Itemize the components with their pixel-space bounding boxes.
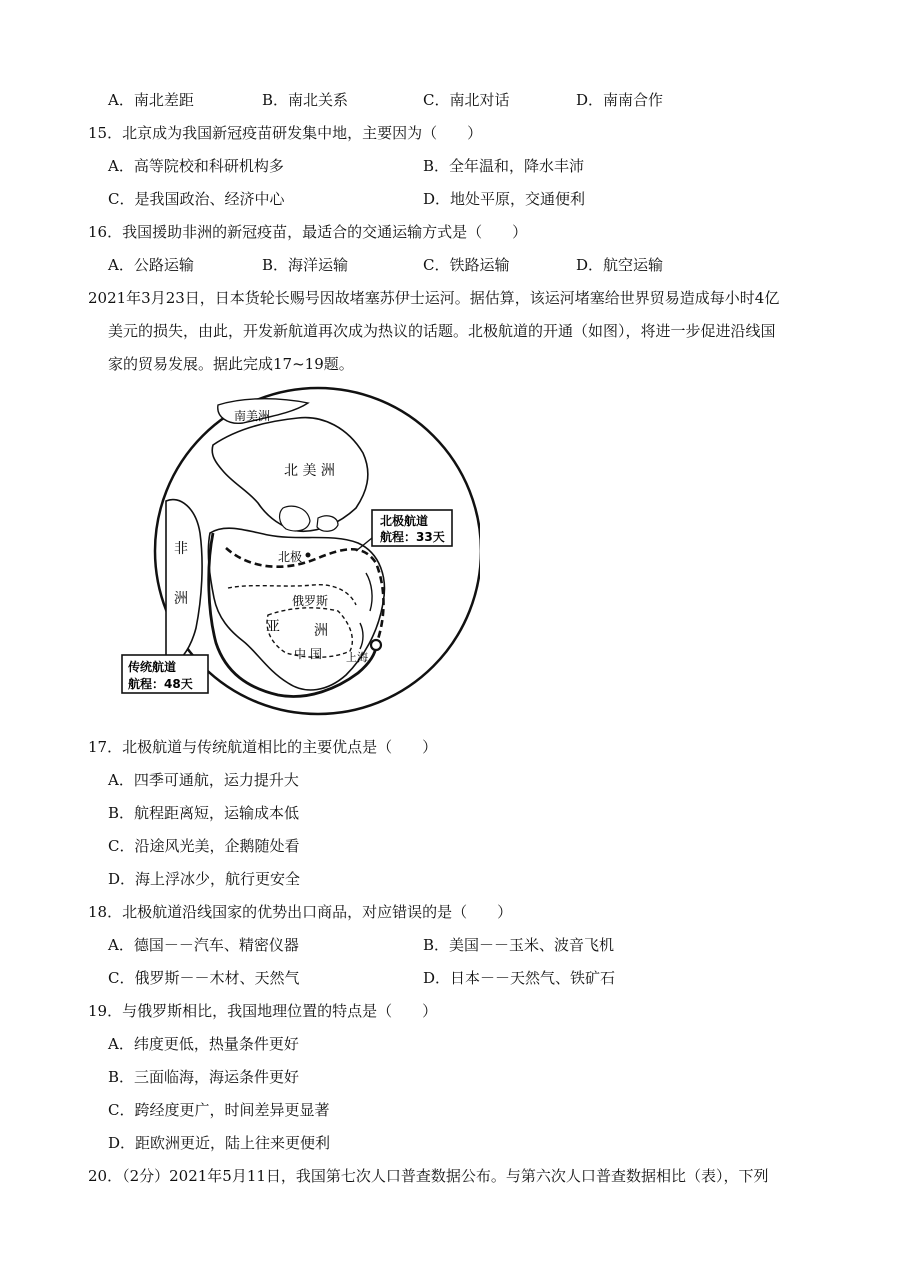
q17-option-d: D．海上浮冰少，航行更安全 xyxy=(108,870,301,888)
label-south-america: 南美洲 xyxy=(234,409,271,423)
label-shanghai: 上海 xyxy=(346,651,368,664)
q18-option-d: D．日本－－天然气、铁矿石 xyxy=(423,969,616,987)
q18-option-c: C．俄罗斯－－木材、天然气 xyxy=(108,969,300,987)
label-asia-2: 洲 xyxy=(314,623,328,639)
q18-option-b: B．美国－－玉米、波音飞机 xyxy=(423,936,615,954)
passage-line-2: 美元的损失，由此，开发新航道再次成为热议的话题。北极航道的开通（如图），将进一步促进沿线国 xyxy=(108,322,776,340)
label-arctic-route-1: 北极航道 xyxy=(380,514,429,528)
q17-option-a: A．四季可通航，运力提升大 xyxy=(108,771,299,789)
label-traditional-route-1: 传统航道 xyxy=(128,660,177,674)
passage-line-1: 2021年3月23日，日本货轮长赐号因故堵塞苏伊士运河。据估算，该运河堵塞给世界贸易造成每小时4亿 xyxy=(88,289,780,307)
label-china: 中 国 xyxy=(294,647,322,661)
q16-option-d: D．航空运输 xyxy=(576,256,664,274)
q16-option-a: A．公路运输 xyxy=(108,256,194,274)
q19-option-d: D．距欧洲更近，陆上往来更便利 xyxy=(108,1134,331,1152)
label-africa-2: 洲 xyxy=(174,591,188,607)
label-russia: 俄罗斯 xyxy=(292,594,329,608)
q14-option-d: D．南南合作 xyxy=(576,91,664,109)
passage-line-3: 家的贸易发展。据此完成17~19题。 xyxy=(108,355,354,373)
q17-option-c: C．沿途风光美，企鹅随处看 xyxy=(108,837,300,855)
q14-option-b: B．南北关系 xyxy=(262,91,349,109)
label-north-pole: 北极 xyxy=(278,550,303,564)
q18-option-a: A．德国－－汽车、精密仪器 xyxy=(108,936,299,954)
q14-option-a: A．南北差距 xyxy=(108,91,194,109)
q16-option-c: C．铁路运输 xyxy=(423,256,510,274)
arctic-route-map xyxy=(118,383,480,718)
q16-option-b: B．海洋运输 xyxy=(262,256,349,274)
q15-option-a: A．高等院校和科研机构多 xyxy=(108,157,284,175)
q19-option-c: C．跨经度更广，时间差异更显著 xyxy=(108,1101,330,1119)
label-traditional-route-2: 航程：48天 xyxy=(128,677,193,691)
label-africa-1: 非 xyxy=(174,541,188,557)
q15-stem: 15．北京成为我国新冠疫苗研发集中地，主要因为（ ） xyxy=(88,124,483,142)
label-asia-1: 亚 xyxy=(266,619,280,635)
label-north-america: 北 美 洲 xyxy=(284,463,335,479)
shanghai-marker xyxy=(371,640,381,650)
q17-stem: 17．北极航道与传统航道相比的主要优点是（ ） xyxy=(88,738,438,756)
q16-stem: 16．我国援助非洲的新冠疫苗，最适合的交通运输方式是（ ） xyxy=(88,223,528,241)
q14-option-c: C．南北对话 xyxy=(423,91,510,109)
label-arctic-route-2: 航程：33天 xyxy=(380,530,445,544)
q19-option-b: B．三面临海，海运条件更好 xyxy=(108,1068,300,1086)
q18-stem: 18．北极航道沿线国家的优势出口商品，对应错误的是（ ） xyxy=(88,903,513,921)
north-pole-dot xyxy=(306,553,311,558)
q20-stem: 20．（2分）2021年5月11日，我国第七次人口普查数据公布。与第六次人口普查数据相比（表），下列 xyxy=(88,1167,769,1185)
q15-option-b: B．全年温和，降水丰沛 xyxy=(423,157,585,175)
q19-stem: 19．与俄罗斯相比，我国地理位置的特点是（ ） xyxy=(88,1002,438,1020)
q15-option-c: C．是我国政治、经济中心 xyxy=(108,190,285,208)
q15-option-d: D．地处平原，交通便利 xyxy=(423,190,586,208)
q17-option-b: B．航程距离短，运输成本低 xyxy=(108,804,300,822)
q19-option-a: A．纬度更低，热量条件更好 xyxy=(108,1035,299,1053)
